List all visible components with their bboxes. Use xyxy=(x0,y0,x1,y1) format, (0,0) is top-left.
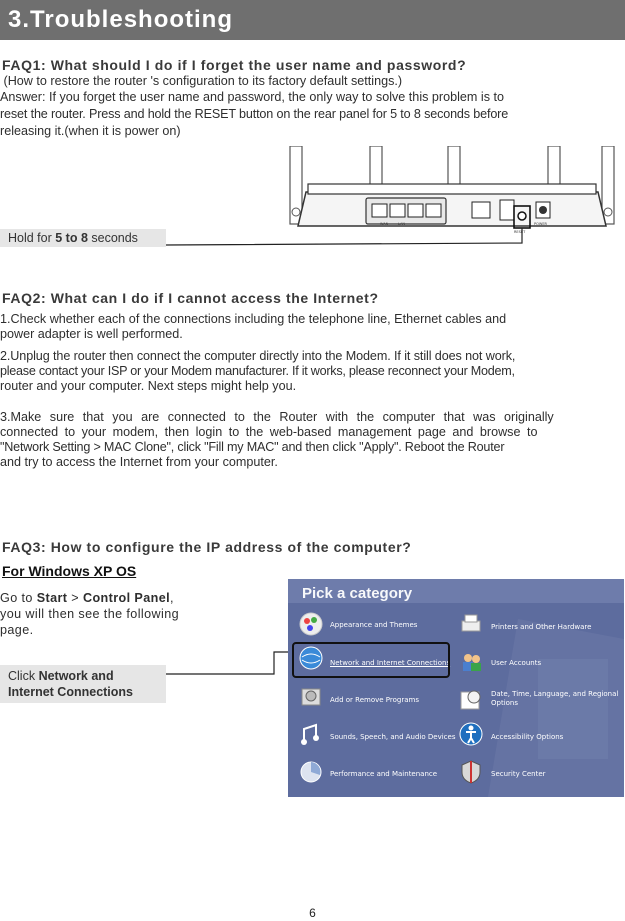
reset-button xyxy=(518,212,526,220)
user-accounts-icon xyxy=(458,649,484,675)
page-number: 6 xyxy=(309,906,316,920)
faq2-step1-line2: power adapter is well performed. xyxy=(0,327,183,341)
xp-item-user-accounts[interactable]: User Accounts xyxy=(491,659,542,667)
goto-instruction-line3: page. xyxy=(0,623,34,637)
date-time-icon xyxy=(458,687,484,713)
lan-port-3 xyxy=(408,204,423,217)
router-port-label-power: POWER xyxy=(534,222,547,226)
router-port-label-wan: WAN xyxy=(380,222,389,226)
power-switch xyxy=(500,200,514,220)
click-leader-line xyxy=(166,650,296,680)
xp-item-sounds[interactable]: Sounds, Speech, and Audio Devices xyxy=(330,733,456,741)
xp-item-printers[interactable]: Printers and Other Hardware xyxy=(491,623,592,631)
network-item-highlight xyxy=(292,642,450,678)
goto-instruction-line1: Go to Start > Control Panel, xyxy=(0,591,174,605)
xp-item-date-time[interactable]: Date, Time, Language, and Regional xyxy=(491,690,619,698)
xp-item-performance[interactable]: Performance and Maintenance xyxy=(330,770,438,778)
hold-duration-label: Hold for 5 to 8 seconds xyxy=(0,229,166,247)
click-network-label: Click Network and Internet Connections xyxy=(0,665,166,703)
security-shield-icon xyxy=(458,759,484,785)
faq1-title: FAQ1: What should I do if I forget the user name and password? xyxy=(2,57,467,73)
faq3-title: FAQ3: How to configure the IP address of the computer? xyxy=(2,539,412,555)
windows-xp-heading: For Windows XP OS xyxy=(2,563,137,579)
performance-maintenance-icon xyxy=(298,759,324,785)
xp-item-network-internet[interactable]: Network and Internet Connections xyxy=(330,659,451,667)
goto-instruction-line2: you will then see the following xyxy=(0,607,180,621)
faq2-step1-line1: 1.Check whether each of the connections including the telephone line, Ethernet cables and xyxy=(0,312,507,326)
faq2-step3-line3: "Network Setting > MAC Clone", click "Fill my MAC" and then click "Apply". Reboot the Router xyxy=(0,440,505,454)
lan-port-2 xyxy=(390,204,405,217)
xp-item-accessibility[interactable]: Accessibility Options xyxy=(491,733,564,741)
xp-item-appearance[interactable]: Appearance and Themes xyxy=(330,621,418,629)
printer-icon xyxy=(458,611,484,637)
router-port-label-reset: RESET xyxy=(514,230,526,234)
faq2-step2-line3: router and your computer. Next steps might help you. xyxy=(0,379,297,393)
wan-port xyxy=(472,202,490,218)
faq2-step3-line2: connected to your modem, then login to the web-based management page and browse to xyxy=(0,425,538,439)
xp-item-date-time-options[interactable]: Options xyxy=(491,699,519,707)
faq2-title: FAQ2: What can I do if I cannot access the Internet? xyxy=(2,290,379,306)
faq2-step2-line2: please contact your ISP or your Modem manufacturer. If it works, please reconnect your Modem, xyxy=(0,364,515,378)
appearance-themes-icon xyxy=(298,611,324,637)
faq1-answer-line2: reset the router. Press and hold the RESET button on the rear panel for 5 to 8 seconds before xyxy=(0,107,509,121)
add-remove-programs-icon xyxy=(298,683,324,709)
router-port-label-lan: LAN xyxy=(398,222,406,226)
xp-panel-title: Pick a category xyxy=(302,585,413,602)
faq1-answer-line1: Answer: If you forget the user name and password, the only way to solve this problem is to xyxy=(0,90,505,104)
lan-port-1 xyxy=(372,204,387,217)
reset-leader-line xyxy=(166,226,530,250)
sounds-speech-icon xyxy=(298,721,324,747)
faq1-answer-line3: releasing it.(when it is power on) xyxy=(0,124,181,138)
faq2-step3-line1: 3.Make sure that you are connected to the Router with the computer that was originally xyxy=(0,410,554,424)
faq2-step3-line4: and try to access the Internet from your computer. xyxy=(0,455,278,469)
faq1-subtitle: (How to restore the router 's configuration to its factory default settings.) xyxy=(0,74,403,88)
xp-item-add-remove[interactable]: Add or Remove Programs xyxy=(330,696,419,704)
lan-port-4 xyxy=(426,204,441,217)
xp-control-panel-screenshot xyxy=(288,579,624,797)
faq2-step2-line1: 2.Unplug the router then connect the computer directly into the Modem. If it still does not work, xyxy=(0,349,516,363)
xp-item-security-center[interactable]: Security Center xyxy=(491,770,546,778)
accessibility-icon xyxy=(458,721,484,747)
section-title: 3.Troubleshooting xyxy=(8,6,233,33)
